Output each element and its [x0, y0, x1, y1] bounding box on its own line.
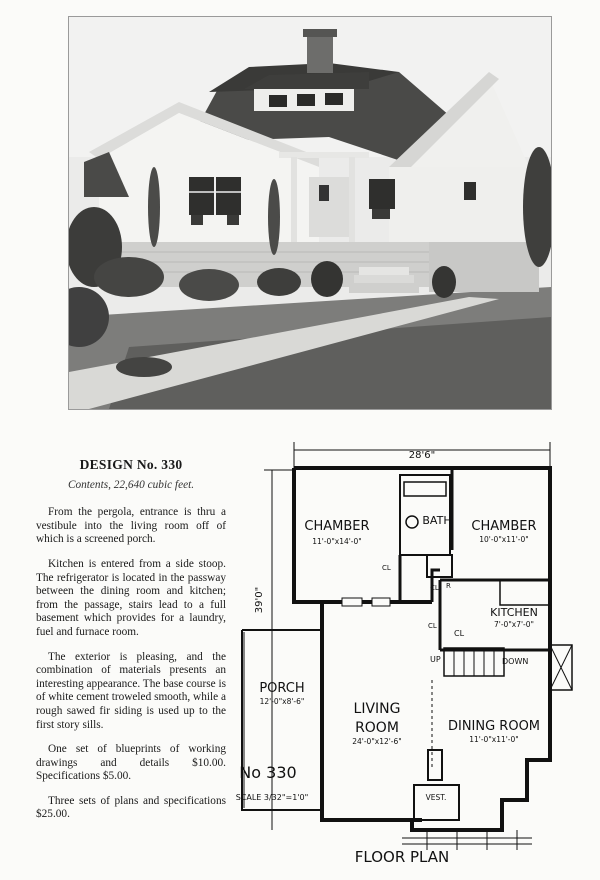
- room-living-size: 24'-0"x12'-6": [352, 737, 402, 746]
- plan-number: No 330: [239, 763, 297, 782]
- stair-up-label: UP: [430, 655, 441, 664]
- room-chamber-left: CHAMBER: [304, 519, 370, 534]
- design-contents: Contents, 22,640 cubic feet.: [67, 478, 195, 491]
- room-dining: DINING ROOM: [447, 719, 541, 734]
- description-paragraph: Three sets of plans and specifications $25.00.: [36, 794, 226, 821]
- description-paragraph: One set of blueprints of working drawings and details $10.00. Specifications $5.00.: [36, 743, 226, 783]
- width-dimension: 28'6": [408, 450, 436, 461]
- stair-down-label: DOWN: [502, 657, 529, 666]
- room-kitchen-size: 7'-0"x7'-0": [494, 620, 534, 629]
- room-dining-size: 11'-0"x11'-0": [469, 735, 519, 744]
- description-paragraph: From the pergola, entrance is thru a vestibule into the living room off of which is a screened porch.: [36, 506, 226, 546]
- plan-scale: SCALE 3/32"=1'0": [235, 793, 309, 802]
- room-bath: BATH: [422, 514, 452, 527]
- ref-label: R: [446, 582, 451, 590]
- room-living: LIVING: [353, 701, 401, 717]
- design-title: DESIGN No. 330: [79, 457, 183, 472]
- closet-label: CL: [382, 564, 391, 572]
- room-porch-size: 12'-0"x8'-6": [259, 697, 305, 706]
- floor-plan-drawing: [232, 430, 582, 875]
- description-paragraph: Kitchen is entered from a side stoop. The refrigerator is located in the passway between the dining room and kitchen; from the passage, stairs lead to a full basement which provides for a laundry, fuel and furnace room.: [36, 557, 226, 638]
- floor-plan-title: FLOOR PLAN: [354, 848, 450, 866]
- closet-label: CL: [454, 629, 465, 638]
- room-vestibule: VEST.: [425, 793, 447, 802]
- room-kitchen: KITCHEN: [490, 606, 538, 619]
- room-living-2: ROOM: [355, 720, 399, 736]
- bungalow-drawing: [69, 17, 551, 409]
- floor-plan: [232, 430, 582, 875]
- closet-label: CL: [430, 584, 439, 592]
- room-chamber-right-size: 10'-0"x11'-0": [479, 535, 529, 544]
- room-chamber-left-size: 11'-0"x14'-0": [312, 537, 362, 546]
- description-paragraph: The exterior is pleasing, and the combination of materials presents an interesting appearance. The base course is of white cement troweled smooth, while a rough sawed fir siding is used up to the first story sills.: [36, 650, 226, 731]
- room-chamber-right: CHAMBER: [471, 519, 537, 534]
- closet-label: CL: [428, 622, 437, 630]
- depth-dimension: 39'0": [254, 586, 265, 614]
- description-column: [36, 458, 226, 833]
- room-porch: PORCH: [259, 681, 305, 696]
- house-illustration: [68, 16, 552, 410]
